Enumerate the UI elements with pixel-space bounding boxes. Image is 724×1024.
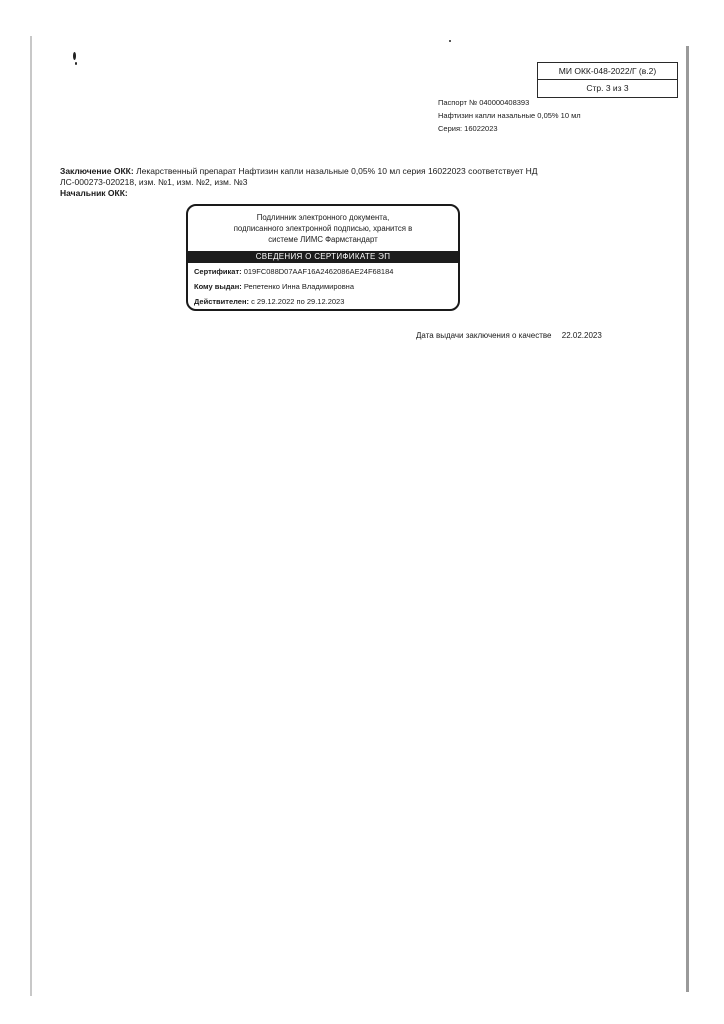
conclusion-text-line1: Лекарственный препарат Нафтизин капли назальные 0,05% 10 мл серия 16022023 соответствует НД: [136, 166, 538, 176]
qc-conclusion: [60, 166, 540, 199]
issue-date-value: 22.02.2023: [561, 331, 602, 340]
certificate-info-bar: СВЕДЕНИЯ О СЕРТИФИКАТЕ ЭП: [188, 251, 458, 263]
passport-number: Паспорт № 040000408393: [438, 98, 530, 107]
stamp-notice-line1: Подлинник электронного документа,: [256, 213, 390, 222]
validity-value: с 29.12.2022 по 29.12.2023: [251, 297, 345, 306]
issued-to-value: Репетенко Инна Владимировна: [243, 282, 354, 291]
scan-speck: [75, 62, 77, 65]
head-of-qc-label: Начальник ОКК:: [60, 188, 128, 198]
scan-speck: [73, 52, 76, 60]
issue-date-label: Дата выдачи заключения о качестве: [416, 331, 552, 340]
series-number: Серия: 16022023: [438, 124, 498, 133]
scan-speck: [449, 40, 451, 42]
certificate-value: 019FC088D07AAF16A2462086AE24F68184: [243, 267, 394, 276]
document-reference-box: [537, 62, 678, 98]
certificate-label: Сертификат:: [194, 267, 242, 276]
issued-to-label: Кому выдан:: [194, 282, 242, 291]
scan-edge-left: [30, 36, 32, 996]
stamp-notice: [188, 206, 458, 247]
validity-label: Действителен:: [194, 297, 249, 306]
page-number: Стр. 3 из 3: [538, 79, 677, 96]
certificate-field: [188, 266, 458, 278]
conclusion-label: Заключение ОКК:: [60, 166, 134, 176]
passport-block: [438, 96, 581, 135]
stamp-notice-line3: системе ЛИМС Фармстандарт: [268, 235, 378, 244]
product-name: Нафтизин капли назальные 0,05% 10 мл: [438, 111, 581, 120]
issued-to-field: [188, 281, 458, 293]
scan-edge-right: [686, 46, 689, 992]
electronic-signature-stamp: [186, 204, 460, 311]
issue-date-line: [416, 331, 602, 340]
stamp-notice-line2: подписанного электронной подписью, хранится в: [233, 224, 413, 233]
validity-field: [188, 296, 458, 308]
conclusion-text-line2: ЛС-000273-020218, изм. №1, изм. №2, изм. №3: [60, 177, 248, 187]
document-code: МИ ОКК-048-2022/Г (в.2): [558, 66, 657, 76]
